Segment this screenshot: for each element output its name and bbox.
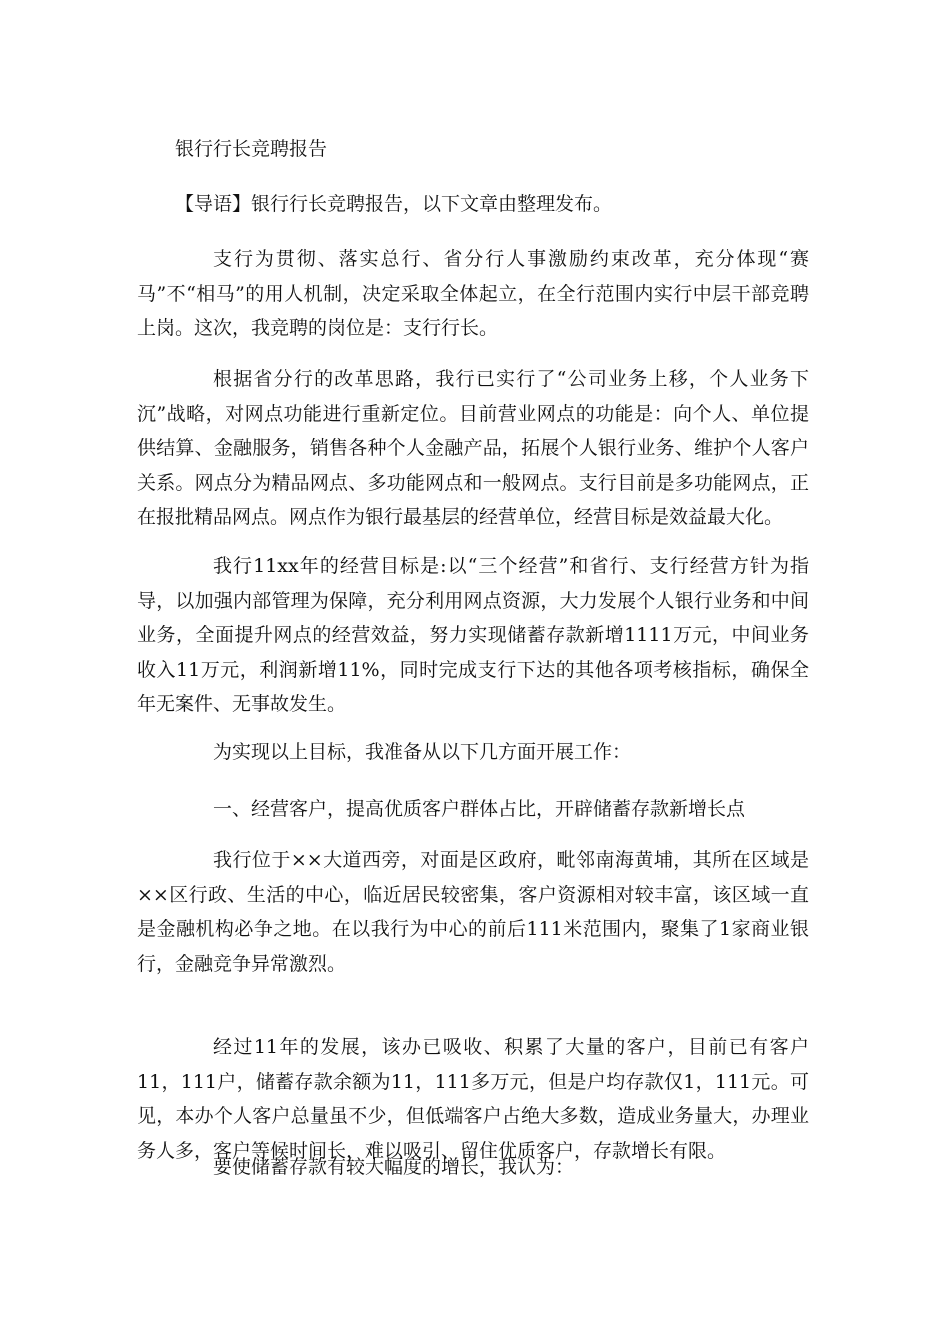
document-intro: 【导语】银行行长竞聘报告，以下文章由整理发布。 [175, 193, 613, 215]
paragraph-4: 为实现以上目标，我准备从以下几方面开展工作： [213, 741, 632, 763]
paragraph-1: 支行为贯彻、落实总行、省分行人事激励约束改革，充分体现“赛马”不“相马”的用人机制，决定采取全体起立，在全行范围内实行中层干部竞聘上岗。这次，我竞聘的岗位是：支行行长。 [137, 248, 809, 339]
paragraph-7: 经过11年的发展，该办已吸收、积累了大量的客户，目前已有客户11，111户，储蓄存款余额为11，111多万元，但是户均存款仅1，111元。可见，本办个人客户总量虽不少，但低端客户占绝大多数，造成业务量大，办理业务人多，客户等候时间长，难以吸引、留住优质客户，存款增长有限。 [137, 1036, 809, 1162]
section-heading-1: 一、经营客户，提高优质客户群体占比，开辟储蓄存款新增长点 [213, 798, 746, 820]
paragraph-6: 我行位于××大道西旁，对面是区政府，毗邻南海黄埔，其所在区域是××区行政、生活的中心，临近居民较密集，客户资源相对较丰富，该区域一直是金融机构必争之地。在以我行为中心的前后111米范围内，聚集了1家商业银行，金融竞争异常激烈。 [137, 849, 809, 975]
paragraph-2: 根据省分行的改革思路，我行已实行了“公司业务上移，个人业务下沉”战略，对网点功能进行重新定位。目前营业网点的功能是：向个人、单位提供结算、金融服务，销售各种个人金融产品，拓展个人银行业务、维护个人客户关系。网点分为精品网点、多功能网点和一般网点。支行目前是多功能网点，正在报批精品网点。网点作为银行最基层的经营单位，经营目标是效益最大化。 [137, 368, 809, 528]
paragraph-8: 要使储蓄存款有较大幅度的增长，我认为： [213, 1156, 575, 1178]
paragraph-3: 我行11xx年的经营目标是:以“三个经营”和省行、支行经营方针为指导，以加强内部管理为保障，充分利用网点资源，大力发展个人银行业务和中间业务，全面提升网点的经营效益，努力实现储蓄存款新增1111万元，中间业务收入11万元，利润新增11%，同时完成支行下达的其他各项考核指标，确保全年无案件、无事故发生。 [137, 555, 809, 715]
document-title: 银行行长竞聘报告 [175, 138, 328, 160]
